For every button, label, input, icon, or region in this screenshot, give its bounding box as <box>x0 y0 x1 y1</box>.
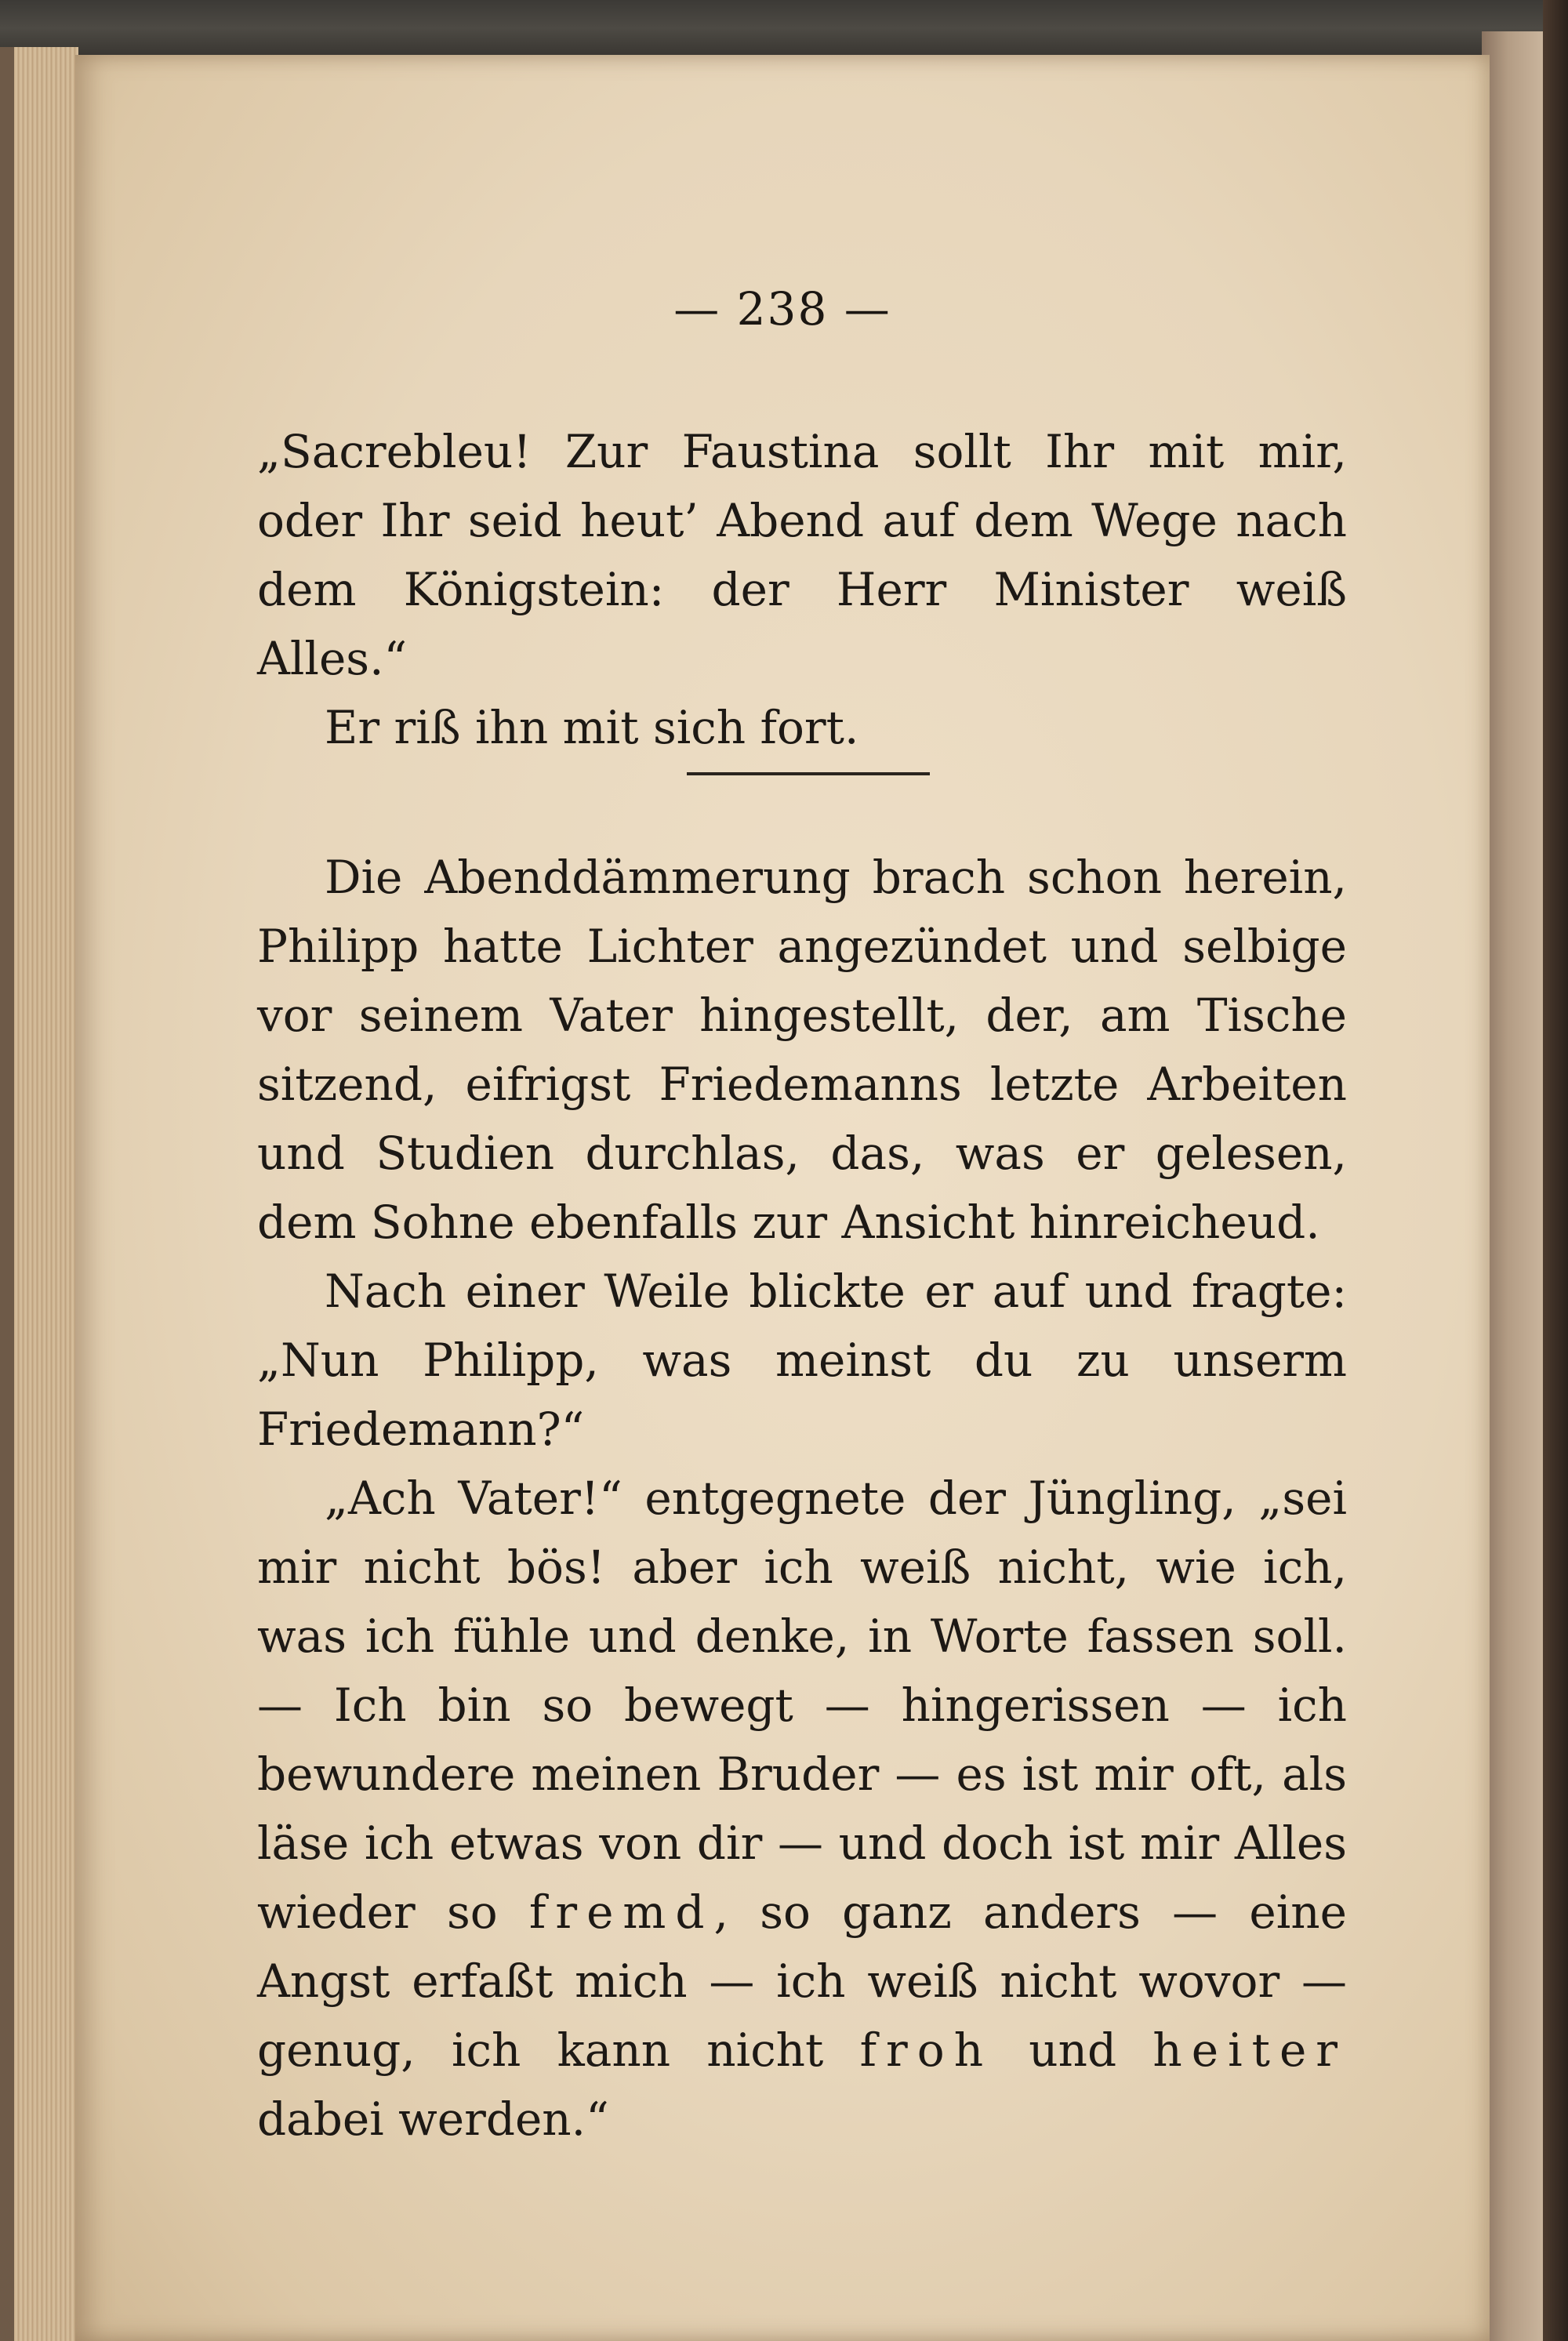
paragraph: Er riß ihn mit sich fort. <box>325 701 859 754</box>
text-block-bottom <box>257 843 1347 2154</box>
book-page <box>75 55 1490 2341</box>
paragraph-text: , so ganz anders — eine Angst erfaßt mich — ich weiß nicht wovor — genug, ich kann nicht <box>257 1886 1347 2077</box>
paragraph: Nach einer Weile blickte er auf und fragte: „Nun Philipp, was meinst du zu unserm Friedemann?“ <box>257 1265 1347 1456</box>
book-spine-right <box>1543 0 1568 2341</box>
paragraph-text: und <box>993 2023 1153 2077</box>
paragraph <box>257 1464 1347 2154</box>
text-block-top <box>257 417 1347 762</box>
emphasized-word: fremd <box>528 1886 714 1939</box>
page-number: — 238 — <box>673 282 891 336</box>
paragraph-text: dabei werden.“ <box>257 2092 609 2146</box>
emphasized-word: heiter <box>1152 2023 1347 2077</box>
paragraph: Die Abenddämmerung brach schon herein, Philipp hatte Lichter angezündet und selbige vor seinem Vater hingestellt, der, am Tische sitzend, eifrigst Friedemanns letzte Arbeiten und Studien durchlas, das, was er gelesen, dem Sohne ebenfalls zur Ansicht hinreicheud. <box>257 851 1347 1249</box>
emphasized-word: froh <box>859 2023 993 2077</box>
paragraph-text: „Ach Vater!“ entgegnete der Jüngling, „sei mir nicht bös! aber ich weiß nicht, wie ich, was ich fühle und denke, in Worte fassen soll. — Ich bin so bewegt — hingerissen — ich bewundere meinen Bruder — es ist mir oft, als läse ich etwas von dir — und doch ist mir Alles wieder so <box>257 1472 1347 1939</box>
paragraph: „Sacrebleu! Zur Faustina sollt Ihr mit mir, oder Ihr seid heut’ Abend auf dem Wege nach dem Königstein: der Herr Minister weiß Alles.“ <box>257 425 1347 685</box>
binding-shadow <box>0 47 14 2341</box>
section-divider <box>687 772 930 775</box>
